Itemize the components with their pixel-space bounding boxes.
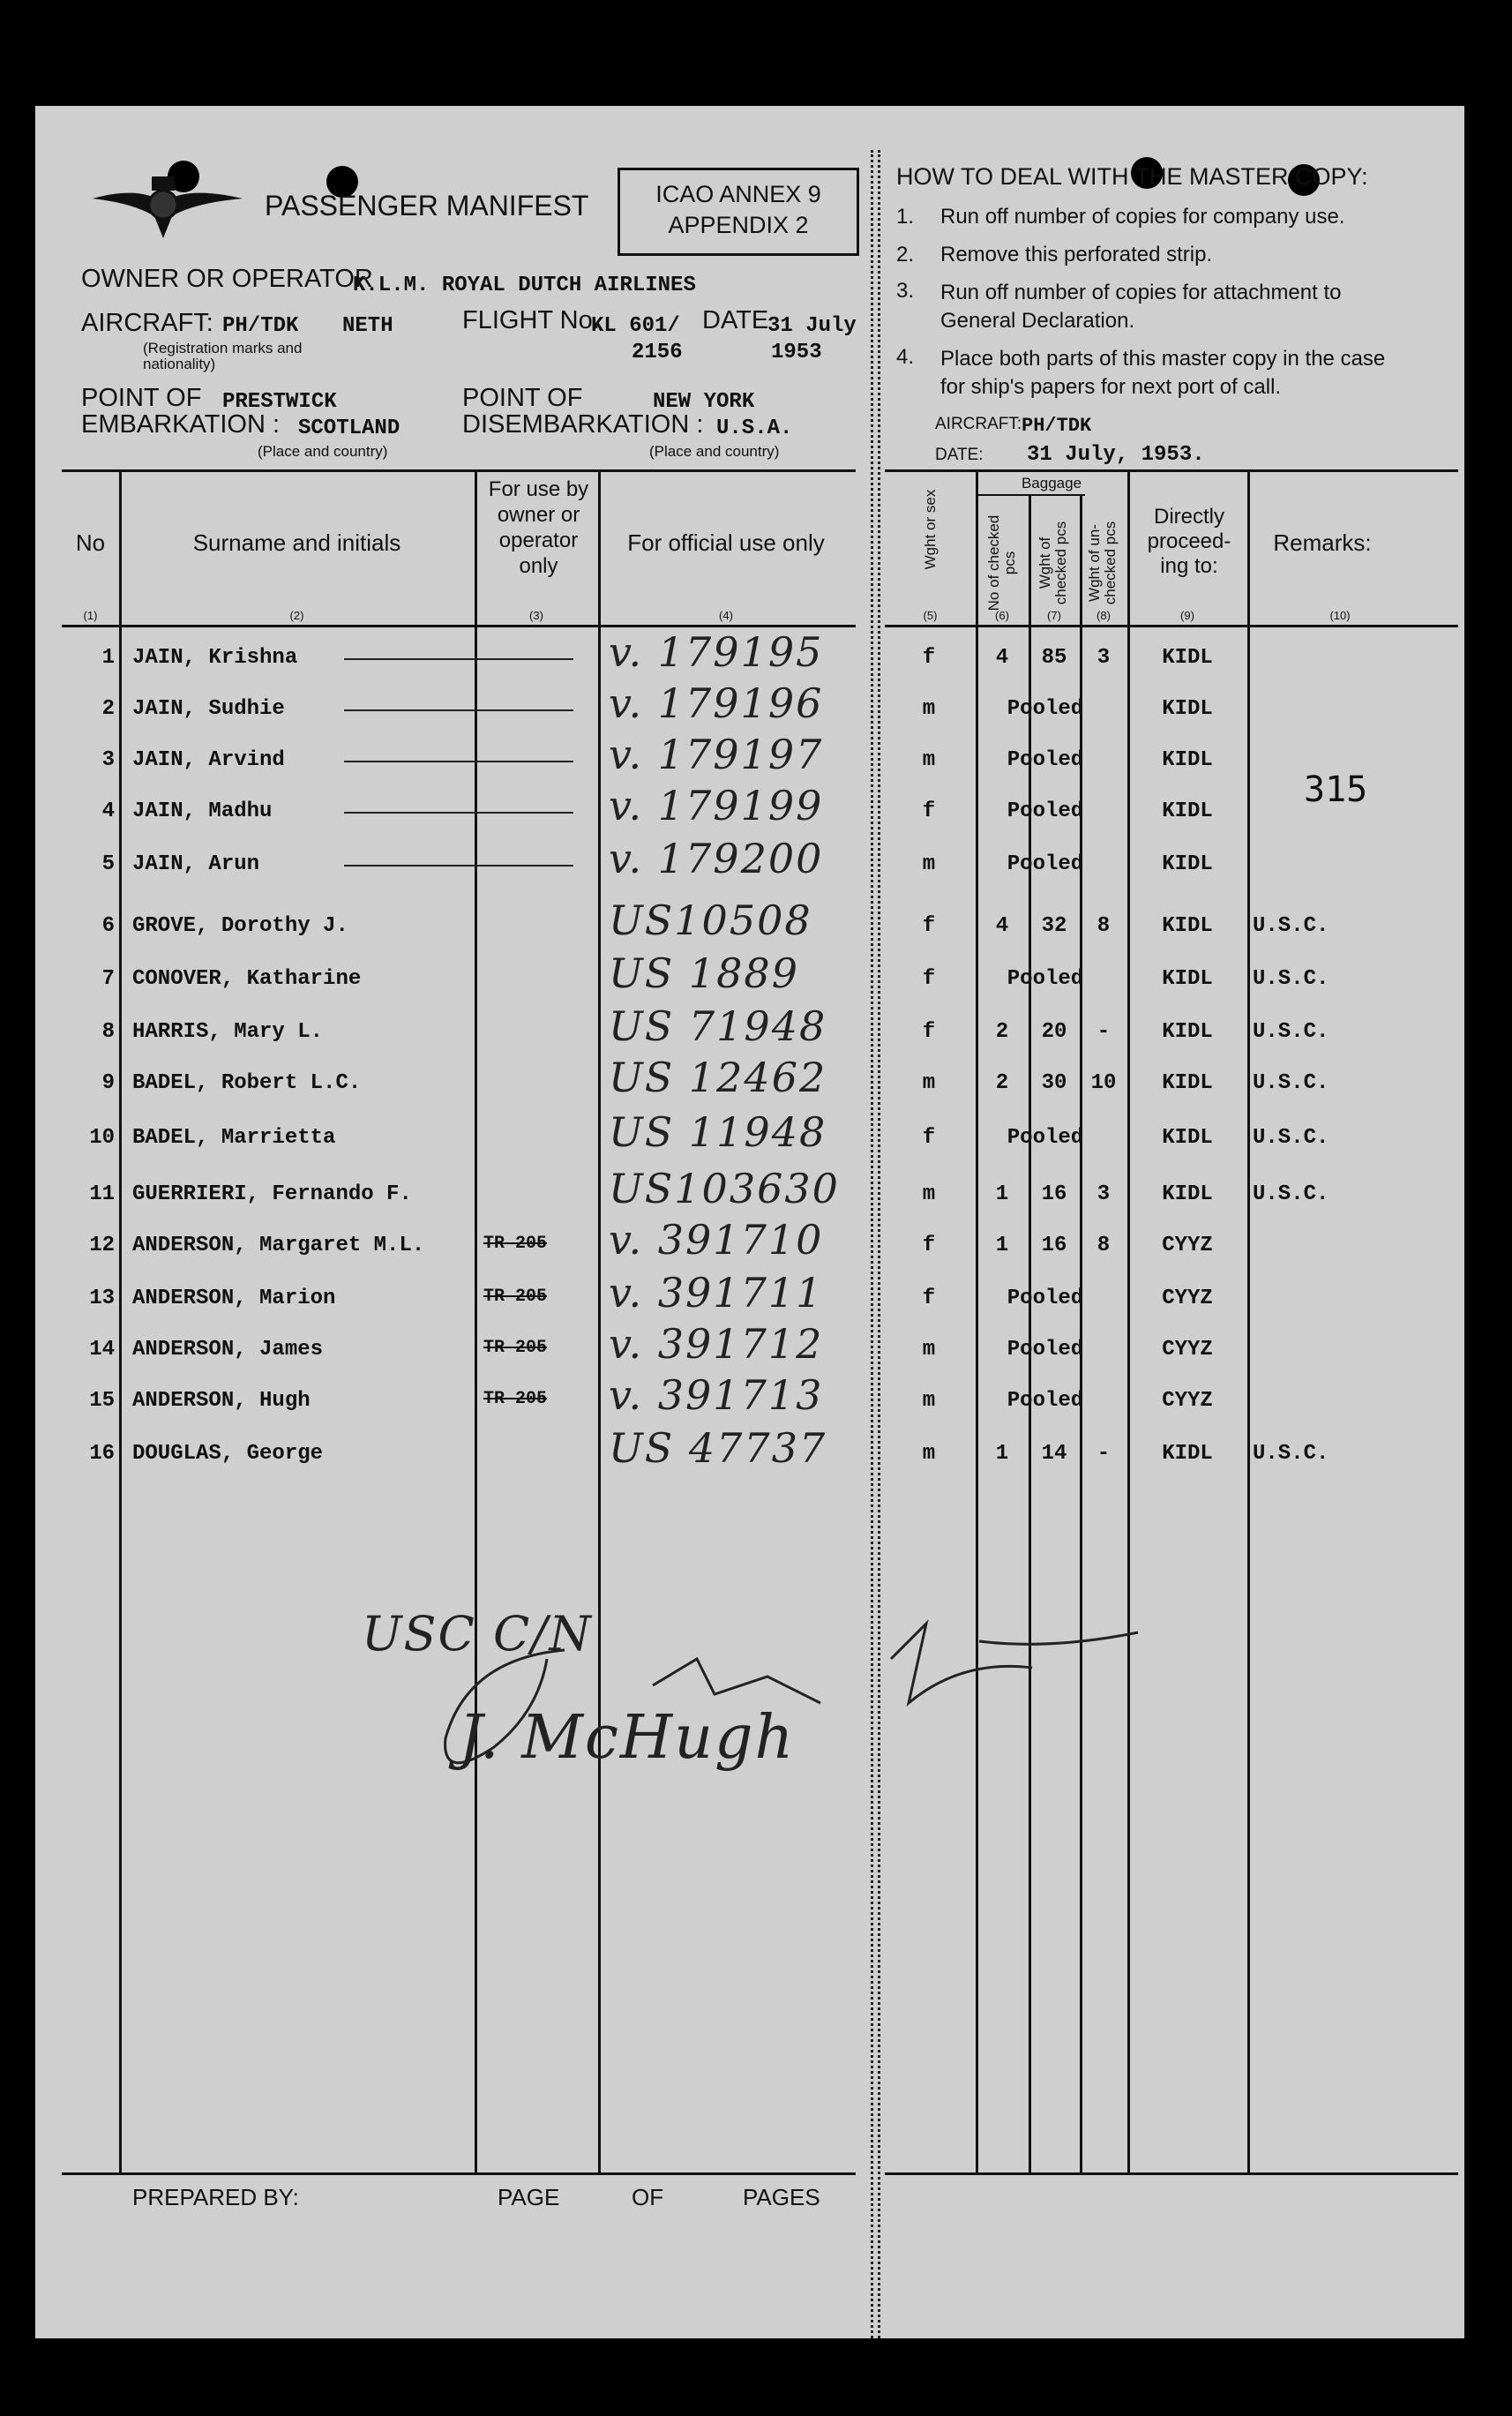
checked-pieces: 2 [995, 1071, 1009, 1095]
column-divider [1029, 494, 1031, 2172]
checked-weight: 85 [1041, 646, 1067, 670]
official-use-value: v. 391711 [609, 1269, 824, 1317]
remarks: U.S.C. [1253, 1071, 1329, 1095]
official-use-value: US 47737 [609, 1424, 827, 1472]
row-number: 12 [89, 1234, 115, 1257]
destination: CYYZ [1162, 1389, 1213, 1413]
remarks: U.S.C. [1253, 914, 1329, 938]
checked-pieces: 2 [995, 1020, 1009, 1044]
sex-value: m [922, 1338, 936, 1362]
sex-value: f [922, 1287, 936, 1310]
checked-weight: 20 [1041, 1020, 1067, 1044]
column-number: (10) [1329, 609, 1351, 622]
passenger-name: JAIN, Sudhie [132, 697, 285, 721]
passenger-name: BADEL, Robert L.C. [132, 1071, 362, 1095]
flight-value-2: 2156 [632, 341, 683, 364]
destination: KIDL [1162, 1071, 1213, 1095]
column-number: (1) [83, 609, 98, 622]
row-number: 8 [101, 1020, 115, 1044]
flight-value: KL 601/ [591, 314, 680, 338]
sex-value: f [922, 646, 936, 670]
checked-pieces: 4 [995, 914, 1009, 938]
passenger-name: GUERRIERI, Fernando F. [132, 1182, 412, 1206]
perforation-line [878, 150, 880, 2338]
checked-weight: Pooled [1007, 1126, 1084, 1150]
destination: KIDL [1162, 799, 1213, 823]
disembarkation-country: U.S.A. [716, 416, 793, 440]
destination: KIDL [1162, 748, 1213, 772]
instruction-number: 1. [896, 205, 915, 229]
official-use-value: US10508 [609, 897, 812, 944]
row-number: 7 [101, 967, 115, 991]
embarkation-label-2: EMBARKATION : [81, 410, 281, 439]
remarks: U.S.C. [1253, 1020, 1329, 1044]
sex-value: m [922, 1389, 936, 1413]
aircraft-note: (Registration marks and nationality) [143, 340, 303, 372]
table-header-rule [885, 625, 1458, 627]
strip-date-label: DATE: [935, 446, 984, 464]
signature: J. McHugh [459, 1703, 796, 1773]
destination: KIDL [1162, 697, 1213, 721]
aircraft-label: AIRCRAFT: [81, 309, 213, 337]
checked-weight: Pooled [1007, 852, 1084, 876]
sex-value: f [922, 967, 936, 991]
column-number: (2) [289, 609, 304, 622]
remarks: U.S.C. [1253, 1442, 1329, 1466]
destination: KIDL [1162, 852, 1213, 876]
official-use-value: v. 179196 [609, 679, 824, 727]
column-number: (7) [1047, 609, 1061, 622]
passenger-name: CONOVER, Katharine [132, 967, 362, 991]
column-divider [1080, 494, 1082, 2172]
column-divider [1247, 469, 1250, 2172]
column-header-baggage: Baggage [1021, 475, 1082, 491]
instruction-number: 2. [896, 243, 915, 266]
row-number: 11 [89, 1182, 115, 1206]
row-number: 2 [101, 697, 115, 721]
column-number: (9) [1180, 609, 1194, 622]
checked-pieces: 1 [995, 1234, 1009, 1257]
destination: KIDL [1162, 1020, 1213, 1044]
owner-use-value: TR 205 [483, 1287, 548, 1307]
checked-weight: 14 [1041, 1442, 1067, 1466]
column-divider [976, 469, 978, 2172]
remarks: U.S.C. [1253, 1182, 1329, 1206]
unchecked-weight: 8 [1097, 1234, 1111, 1257]
disembarkation-label-2: DISEMBARKATION : [462, 410, 704, 439]
instruction-text: Remove this perforated strip. [940, 243, 1213, 266]
row-number: 4 [101, 799, 115, 823]
perforation-line [871, 150, 873, 2338]
destination: KIDL [1162, 1182, 1213, 1206]
appendix-label: APPENDIX 2 [668, 212, 809, 238]
owner-use-value: TR 205 [483, 1389, 548, 1409]
sex-value: m [922, 852, 936, 876]
official-use-value: v. 179195 [609, 628, 824, 676]
remarks: U.S.C. [1253, 1126, 1329, 1150]
embarkation-note: (Place and country) [258, 443, 388, 460]
sex-value: m [922, 1442, 936, 1466]
official-use-value: v. 179199 [609, 782, 824, 829]
official-use-value: v. 391712 [609, 1320, 824, 1368]
checked-pieces: 1 [995, 1442, 1009, 1466]
aircraft-reg: PH/TDK [222, 314, 299, 338]
date-label: DATE [702, 306, 769, 334]
column-number: (8) [1097, 609, 1111, 622]
official-use-value: v. 179197 [609, 731, 824, 778]
column-header-wght-unchecked: Wght of un-checked pcs [1086, 521, 1119, 605]
column-number: (4) [719, 609, 733, 622]
column-divider [1127, 469, 1130, 2172]
unchecked-weight: 8 [1097, 914, 1111, 938]
checked-pieces: 1 [995, 1182, 1009, 1206]
destination: CYYZ [1162, 1338, 1213, 1362]
unchecked-weight: 10 [1090, 1071, 1117, 1095]
owner-label: OWNER OR OPERATOR [81, 265, 373, 293]
table-top-rule [62, 469, 856, 472]
passenger-name: JAIN, Krishna [132, 646, 298, 670]
passenger-name: ANDERSON, Marion [132, 1287, 336, 1310]
checked-weight: Pooled [1007, 1389, 1084, 1413]
row-number: 10 [89, 1126, 115, 1150]
checked-weight: 32 [1041, 914, 1067, 938]
column-header-official: For official use only [627, 529, 825, 556]
row-number: 5 [101, 852, 115, 876]
pen-line [344, 761, 573, 762]
table-bottom-rule [885, 2172, 1458, 2175]
checked-weight: 16 [1041, 1182, 1067, 1206]
official-use-value: v. 179200 [609, 835, 824, 882]
pen-line [344, 658, 573, 660]
column-header-directly: Directly proceed-ing to: [1147, 505, 1231, 578]
passenger-name: ANDERSON, James [132, 1338, 324, 1362]
sex-value: m [922, 697, 936, 721]
official-use-value: US103630 [609, 1165, 840, 1212]
passenger-name: ANDERSON, Margaret M.L. [132, 1234, 425, 1257]
page-title: PASSENGER MANIFEST [265, 190, 589, 221]
instruction-text: Place both parts of this master copy in the case for ship's papers for next port of call. [940, 347, 1386, 399]
row-number: 3 [101, 748, 115, 772]
destination: KIDL [1162, 1442, 1213, 1466]
column-divider [475, 469, 477, 2172]
destination: KIDL [1162, 914, 1213, 938]
passenger-name: HARRIS, Mary L. [132, 1020, 324, 1044]
sex-value: m [922, 748, 936, 772]
official-use-value: US 11948 [609, 1108, 827, 1156]
checked-weight: Pooled [1007, 799, 1084, 823]
column-header-no-checked: No of checked pcs [985, 514, 1018, 612]
sex-value: f [922, 914, 936, 938]
strip-date-value: 31 July, 1953. [1027, 443, 1205, 467]
date-value-2: 1953 [771, 341, 822, 364]
instruction-text: Run off number of copies for company use. [940, 205, 1345, 229]
pages-label: PAGES [743, 2184, 820, 2210]
instruction-number: 3. [896, 279, 915, 303]
official-use-value: US 71948 [609, 1002, 827, 1050]
date-value: 31 July [767, 314, 857, 338]
passenger-name: JAIN, Arvind [132, 748, 285, 772]
column-number: (5) [923, 609, 938, 622]
table-top-rule [885, 469, 1458, 472]
checked-weight: Pooled [1007, 697, 1084, 721]
flight-label: FLIGHT No. [462, 306, 600, 334]
column-divider [598, 469, 601, 2172]
table-bottom-rule [62, 2172, 856, 2175]
passenger-name: GROVE, Dorothy J. [132, 914, 348, 938]
remarks: U.S.C. [1253, 967, 1329, 991]
destination: KIDL [1162, 1126, 1213, 1150]
prepared-by-label: PREPARED BY: [132, 2184, 299, 2210]
passenger-name: DOUGLAS, George [132, 1442, 324, 1466]
column-header-surname: Surname and initials [192, 529, 401, 556]
owner-value: K.L.M. ROYAL DUTCH AIRLINES [353, 274, 696, 297]
unchecked-weight: - [1097, 1020, 1111, 1044]
checked-weight: Pooled [1007, 748, 1084, 772]
embarkation-place: PRESTWICK [222, 390, 337, 414]
checked-weight: 16 [1041, 1234, 1067, 1257]
strip-aircraft-value: PH/TDK [1022, 415, 1092, 437]
owner-use-value: TR 205 [483, 1338, 548, 1358]
passenger-name: JAIN, Madhu [132, 799, 273, 823]
passenger-name: ANDERSON, Hugh [132, 1389, 311, 1413]
destination: CYYZ [1162, 1287, 1213, 1310]
instruction-number: 4. [896, 345, 915, 369]
embarkation-country: SCOTLAND [298, 416, 400, 440]
pen-line [344, 709, 573, 711]
column-divider [119, 469, 122, 2172]
pen-line [344, 865, 573, 867]
page-label: PAGE [498, 2184, 560, 2210]
column-header-wght-sex: Wght or sex [922, 489, 939, 570]
disembarkation-label: POINT OF [462, 384, 583, 412]
aircraft-nationality: NETH [342, 314, 393, 338]
disembarkation-place: NEW YORK [653, 390, 755, 414]
sex-value: f [922, 1234, 936, 1257]
pen-line [344, 812, 573, 814]
signature-annotation: USC C/N [362, 1606, 593, 1662]
row-number: 14 [89, 1338, 115, 1362]
destination: KIDL [1162, 967, 1213, 991]
of-label: OF [632, 2184, 664, 2210]
strip-aircraft-label: AIRCRAFT: [935, 415, 1022, 433]
owner-use-value: TR 205 [483, 1234, 548, 1254]
signature-scrawl [432, 1606, 1173, 1844]
stamp-number: 315 [1304, 769, 1368, 810]
unchecked-weight: 3 [1097, 646, 1111, 670]
official-use-value: v. 391710 [609, 1216, 824, 1264]
official-use-value: v. 391713 [609, 1371, 824, 1419]
checked-pieces: 4 [995, 646, 1009, 670]
column-header-no: No [75, 529, 106, 556]
sex-value: f [922, 1126, 936, 1150]
sex-value: m [922, 1182, 936, 1206]
annex-label: ICAO ANNEX 9 [655, 181, 821, 207]
column-header-owner-use: For use by owner or operator only [488, 477, 589, 578]
embarkation-label: POINT OF [81, 384, 202, 412]
unchecked-weight: 3 [1097, 1182, 1111, 1206]
official-use-value: US 1889 [609, 949, 799, 997]
column-number: (6) [995, 609, 1009, 622]
sex-value: m [922, 1071, 936, 1095]
checked-weight: 30 [1041, 1071, 1067, 1095]
column-header-remarks: Remarks: [1273, 529, 1372, 556]
instructions-title: HOW TO DEAL WITH THE MASTER COPY: [896, 163, 1368, 190]
row-number: 16 [89, 1442, 115, 1466]
unchecked-weight: - [1097, 1442, 1111, 1466]
row-number: 13 [89, 1287, 115, 1310]
table-header-rule [62, 625, 856, 627]
sex-value: f [922, 1020, 936, 1044]
destination: KIDL [1162, 646, 1213, 670]
checked-weight: Pooled [1007, 1338, 1084, 1362]
disembarkation-note: (Place and country) [649, 443, 780, 460]
column-number: (3) [529, 609, 543, 622]
row-number: 1 [101, 646, 115, 670]
instruction-text: Run off number of copies for attachment to General Declaration. [940, 281, 1342, 333]
row-number: 9 [101, 1071, 115, 1095]
passenger-name: JAIN, Arun [132, 852, 260, 876]
official-use-value: US 12462 [609, 1054, 827, 1101]
sex-value: f [922, 799, 936, 823]
row-number: 6 [101, 914, 115, 938]
column-header-wght-checked: Wght of checked pcs [1037, 521, 1069, 605]
klm-logo-icon [88, 168, 247, 247]
destination: CYYZ [1162, 1234, 1213, 1257]
checked-weight: Pooled [1007, 967, 1084, 991]
passenger-name: BADEL, Marrietta [132, 1126, 336, 1150]
checked-weight: Pooled [1007, 1287, 1084, 1310]
row-number: 15 [89, 1389, 115, 1413]
